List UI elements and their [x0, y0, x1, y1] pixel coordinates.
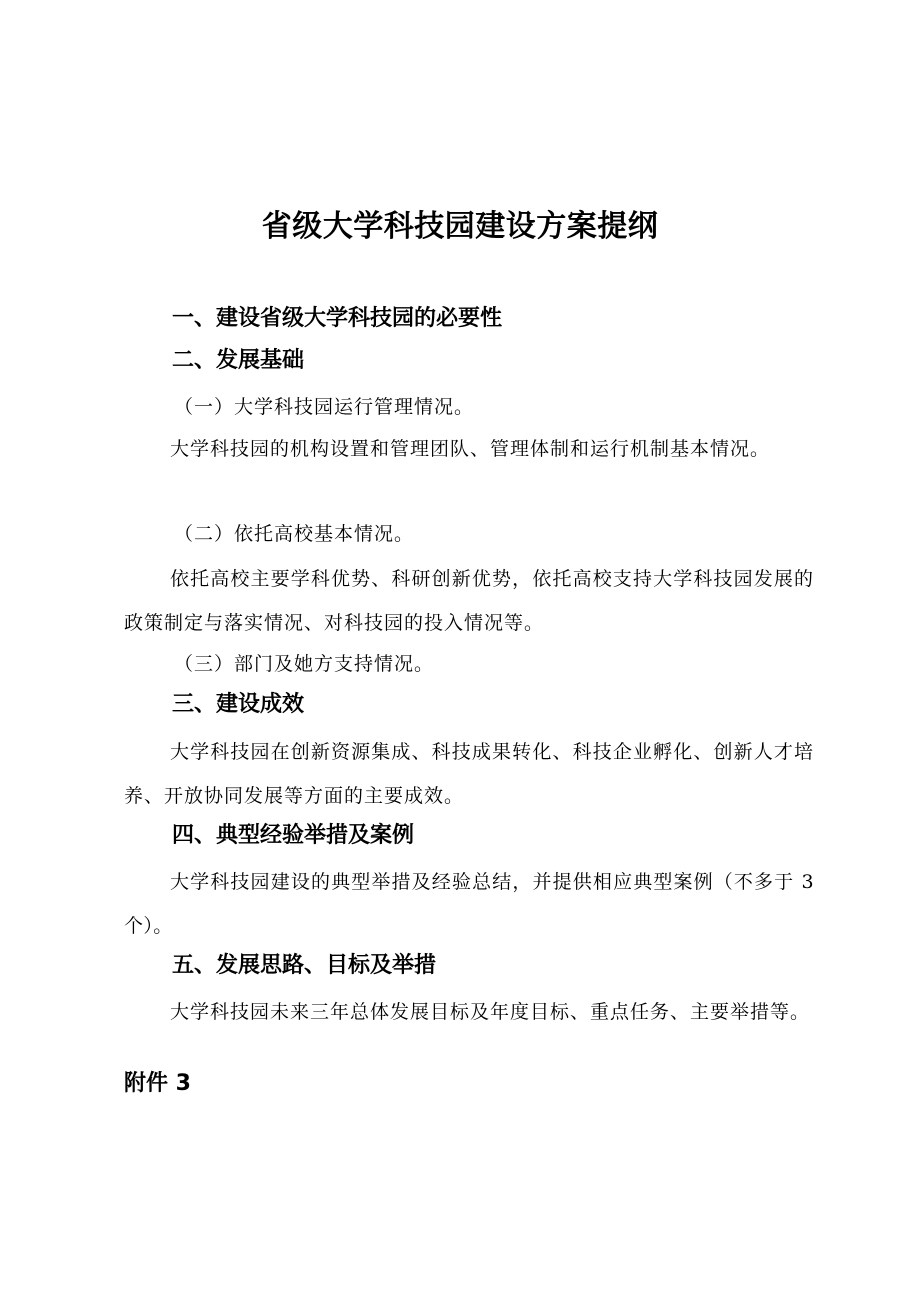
section-heading-1: 一、建设省级大学科技园的必要性	[172, 306, 503, 331]
section-heading-2: 二、发展基础	[172, 348, 305, 373]
section-heading-3: 三、建设成效	[172, 692, 305, 717]
paragraph-3: 大学科技园在创新资源集成、科技成果转化、科技企业孵化、创新人才培养、开放协同发展等方面的主要成效。	[124, 741, 814, 807]
subsection-title-2-2: （二）依托高校基本情况。	[174, 523, 415, 545]
subsection-title-2-1: （一）大学科技园运行管理情况。	[174, 396, 475, 418]
paragraph-4: 大学科技园建设的典型举措及经验总结，并提供相应典型案例（不多于 3 个）。	[124, 871, 814, 937]
paragraph-2-1: 大学科技园的机构设置和管理团队、管理体制和运行机制基本情况。	[170, 438, 771, 460]
paragraph-5: 大学科技园未来三年总体发展目标及年度目标、重点任务、主要举措等。	[170, 1001, 811, 1023]
paragraph-2-2: 依托高校主要学科优势、科研创新优势，依托高校支持大学科技园发展的政策制定与落实情况、对科技园的投入情况等。	[124, 568, 814, 634]
subsection-title-2-3: （三）部门及她方支持情况。	[174, 653, 435, 675]
section-heading-5: 五、发展思路、目标及举措	[172, 953, 437, 978]
section-heading-4: 四、典型经验举措及案例	[172, 823, 415, 848]
document-title: 省级大学科技园建设方案提纲	[261, 209, 659, 244]
attachment-label: 附件 3	[124, 1071, 191, 1096]
